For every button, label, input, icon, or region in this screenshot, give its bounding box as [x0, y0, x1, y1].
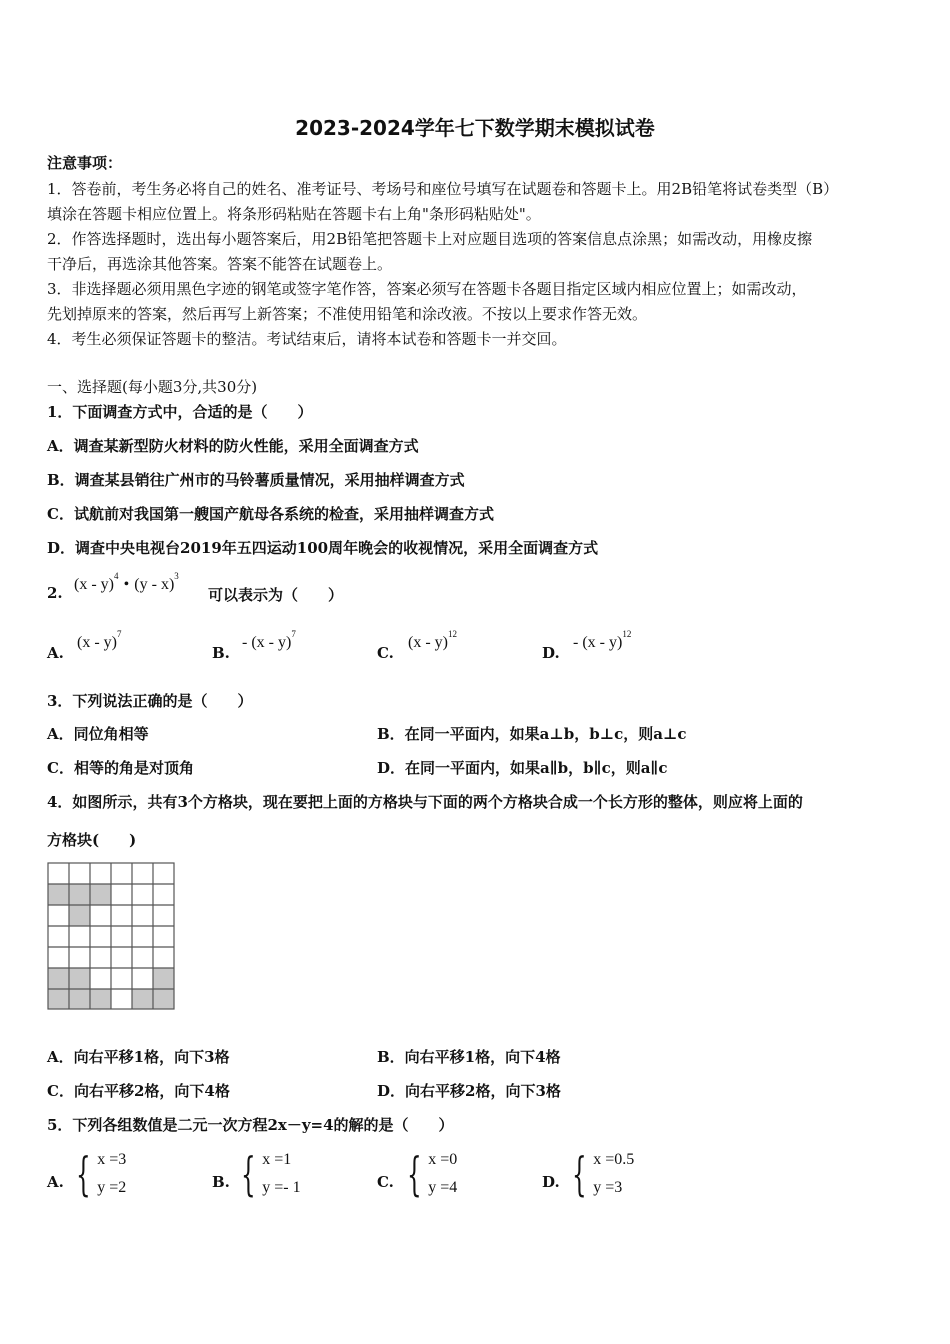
q2-option-d-expr[interactable]: - (x - y)$^{12}$ — [573, 629, 632, 651]
grid-cell-shaded — [48, 884, 111, 905]
notice-line: 填涂在答题卡相应位置上。将条形码粘贴在答题卡右上角"条形码粘贴处"。 — [47, 205, 541, 223]
grid-cell-shaded — [132, 989, 153, 1009]
q5-option-b-system[interactable]: { x =1 y =- 1 — [241, 1147, 301, 1201]
q5-option-d-letter[interactable]: D. — [542, 1173, 560, 1191]
q5-option-c-system[interactable]: { x =0 y =4 — [407, 1147, 458, 1201]
q4-option-b[interactable]: B．向右平移1格，向下4格 — [377, 1048, 561, 1066]
q2-option-b-expr[interactable]: - (x - y)$^7$ — [242, 629, 296, 651]
q5-option-d-system[interactable]: { x =0.5 y =3 — [572, 1147, 635, 1201]
q1-option-a[interactable]: A．调查某新型防火材料的防火性能，采用全面调查方式 — [47, 437, 419, 455]
q4-grid-figure — [47, 862, 177, 1010]
q5-option-b-letter[interactable]: B. — [212, 1173, 230, 1191]
q4-option-a[interactable]: A．向右平移1格，向下3格 — [47, 1048, 230, 1066]
q3-option-c[interactable]: C．相等的角是对顶角 — [47, 759, 194, 777]
q2-option-a-letter[interactable]: A. — [47, 644, 64, 662]
notice-line: 先划掉原来的答案，然后再写上新答案；不准使用铅笔和涂改液。不按以上要求作答无效。 — [47, 305, 648, 323]
notice-heading: 注意事项： — [47, 154, 123, 172]
q1-stem: 1．下面调查方式中，合适的是（ ） — [47, 403, 313, 421]
q3-option-d[interactable]: D．在同一平面内，如果a∥b，b∥c，则a∥c — [377, 759, 668, 777]
notice-line: 干净后，再选涂其他答案。答案不能答在试题卷上。 — [47, 255, 393, 273]
grid-cell-shaded — [90, 989, 111, 1009]
brace-symbol: { — [407, 1147, 422, 1201]
q4-option-d[interactable]: D．向右平移2格，向下3格 — [377, 1082, 561, 1100]
q2-option-c-expr[interactable]: (x - y)$^{12}$ — [408, 629, 457, 651]
page-title: 2023-2024学年七下数学期末模拟试卷 — [295, 116, 655, 140]
q2-option-d-letter[interactable]: D. — [542, 644, 560, 662]
q4-option-c[interactable]: C．向右平移2格，向下4格 — [47, 1082, 230, 1100]
notice-line: 1．答卷前，考生务必将自己的姓名、准考证号、考场号和座位号填写在试题卷和答题卡上。用2B铅笔将试卷类型（B） — [47, 180, 839, 198]
q3-option-a[interactable]: A．同位角相等 — [47, 725, 149, 743]
q2-stem-tail: 可以表示为（ ） — [208, 586, 344, 604]
q2-option-c-letter[interactable]: C. — [377, 644, 394, 662]
notice-line: 2．作答选择题时，选出每小题答案后，用2B铅笔把答题卡上对应题目选项的答案信息点涂黑；如需改动，用橡皮擦 — [47, 230, 813, 248]
q1-option-b[interactable]: B．调查某县销往广州市的马铃薯质量情况，采用抽样调查方式 — [47, 471, 465, 489]
q5-option-a-system[interactable]: { x =3 y =2 — [76, 1147, 127, 1201]
q5-option-a-letter[interactable]: A. — [47, 1173, 64, 1191]
q2-exp-b: 3 — [174, 571, 179, 581]
q4-stem-line1: 4．如图所示，共有3个方格块，现在要把上面的方格块与下面的两个方格块合成一个长方形的整体，则应将上面的 — [47, 793, 803, 811]
q2-expr-b: (y - x) — [134, 576, 175, 593]
q5-stem: 5．下列各组数值是二元一次方程2x－y=4的解的是（ ） — [47, 1116, 454, 1134]
q2-expr-a: (x - y) — [74, 576, 114, 593]
q2-exp-a: 4 — [113, 571, 119, 581]
notice-line: 4．考生必须保证答题卡的整洁。考试结束后，请将本试卷和答题卡一并交回。 — [47, 330, 567, 348]
q3-stem: 3．下列说法正确的是（ ） — [47, 692, 253, 710]
section-heading: 一、选择题(每小题3分,共30分) — [47, 378, 258, 396]
q3-option-b[interactable]: B．在同一平面内，如果a⊥b，b⊥c，则a⊥c — [377, 725, 687, 743]
q2-number: 2. — [47, 584, 63, 602]
grid-cell-shaded — [69, 905, 90, 926]
brace-symbol: { — [572, 1147, 587, 1201]
q2-dot: • — [123, 576, 130, 593]
q2-expression — [74, 571, 179, 594]
q1-option-d[interactable]: D．调查中央电视台2019年五四运动100周年晚会的收视情况，采用全面调查方式 — [47, 539, 599, 557]
q2-option-a-expr[interactable]: (x - y)$^7$ — [77, 629, 122, 651]
notice-line: 3．非选择题必须用黑色字迹的钢笔或签字笔作答，答案必须写在答题卡各题目指定区域内相应位置上；如需改动， — [47, 280, 807, 298]
q1-option-c[interactable]: C．试航前对我国第一艘国产航母各系统的检查，采用抽样调查方式 — [47, 505, 494, 523]
q5-option-c-letter[interactable]: C. — [377, 1173, 394, 1191]
q2-option-b-letter[interactable]: B. — [212, 644, 230, 662]
q4-stem-line2: 方格块( ) — [47, 831, 137, 849]
brace-symbol: { — [76, 1147, 91, 1201]
brace-symbol: { — [241, 1147, 256, 1201]
